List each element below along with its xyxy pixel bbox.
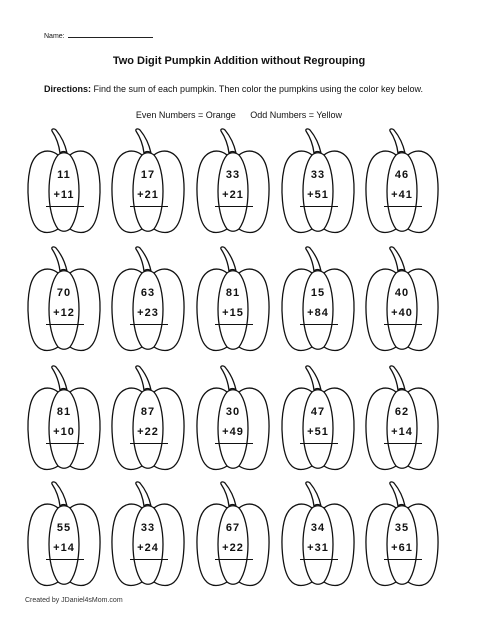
- addend-bottom: +49: [222, 426, 244, 438]
- answer-line[interactable]: [46, 324, 84, 325]
- addend-bottom: +41: [391, 189, 413, 201]
- pumpkin-icon: [280, 125, 356, 243]
- addend-bottom: +84: [307, 307, 329, 319]
- color-key-odd: Odd Numbers = Yellow: [250, 110, 343, 120]
- addend-top: 30: [225, 406, 241, 418]
- pumpkin-problem-13[interactable]: [195, 362, 271, 480]
- pumpkin-problem-19[interactable]: [280, 478, 356, 596]
- answer-line[interactable]: [215, 324, 253, 325]
- pumpkin-problem-18[interactable]: [195, 478, 271, 596]
- addend-bottom: +31: [307, 542, 329, 554]
- answer-line[interactable]: [130, 206, 168, 207]
- pumpkin-icon: [26, 243, 102, 361]
- pumpkin-problem-5[interactable]: [364, 125, 440, 243]
- addend-top: 35: [394, 522, 410, 534]
- pumpkin-icon: [195, 362, 271, 480]
- pumpkin-problem-9[interactable]: [280, 243, 356, 361]
- pumpkin-icon: [26, 478, 102, 596]
- addend-bottom: +15: [222, 307, 244, 319]
- answer-line[interactable]: [384, 443, 422, 444]
- answer-line[interactable]: [130, 559, 168, 560]
- pumpkin-problem-2[interactable]: [110, 125, 186, 243]
- pumpkin-icon: [26, 362, 102, 480]
- color-key: [0, 110, 478, 120]
- addend-bottom: +10: [53, 426, 75, 438]
- pumpkin-problem-12[interactable]: [110, 362, 186, 480]
- addend-bottom: +51: [307, 189, 329, 201]
- pumpkin-problem-14[interactable]: [280, 362, 356, 480]
- name-row: [44, 33, 153, 40]
- addend-top: 87: [140, 406, 156, 418]
- answer-line[interactable]: [215, 206, 253, 207]
- pumpkin-problem-11[interactable]: [26, 362, 102, 480]
- addend-bottom: +23: [137, 307, 159, 319]
- answer-line[interactable]: [46, 559, 84, 560]
- addend-top: 11: [57, 169, 71, 181]
- pumpkin-icon: [364, 125, 440, 243]
- addend-top: 40: [394, 287, 410, 299]
- pumpkin-problem-8[interactable]: [195, 243, 271, 361]
- addend-bottom: +14: [53, 542, 75, 554]
- answer-line[interactable]: [215, 443, 253, 444]
- addend-top: 34: [310, 522, 326, 534]
- answer-line[interactable]: [300, 324, 338, 325]
- pumpkin-problem-3[interactable]: [195, 125, 271, 243]
- answer-line[interactable]: [46, 443, 84, 444]
- pumpkin-icon: [110, 125, 186, 243]
- addend-top: 47: [310, 406, 326, 418]
- addend-top: 33: [140, 522, 156, 534]
- directions: [44, 83, 434, 96]
- page-title: Two Digit Pumpkin Addition without Regrouping: [112, 55, 366, 67]
- credit-footer: Created by JDaniel4sMom.com: [25, 597, 123, 604]
- answer-line[interactable]: [384, 324, 422, 325]
- addend-top: 17: [140, 169, 156, 181]
- answer-line[interactable]: [215, 559, 253, 560]
- addend-bottom: +11: [53, 189, 75, 201]
- addend-top: 33: [310, 169, 326, 181]
- addend-bottom: +40: [391, 307, 413, 319]
- pumpkin-problem-20[interactable]: [364, 478, 440, 596]
- pumpkin-icon: [195, 125, 271, 243]
- color-key-even: Even Numbers = Orange: [135, 110, 236, 120]
- pumpkin-problem-7[interactable]: [110, 243, 186, 361]
- addend-top: 55: [56, 522, 72, 534]
- answer-line[interactable]: [300, 559, 338, 560]
- answer-line[interactable]: [384, 559, 422, 560]
- pumpkin-icon: [195, 478, 271, 596]
- pumpkin-icon: [364, 362, 440, 480]
- addend-top: 33: [225, 169, 241, 181]
- pumpkin-problem-16[interactable]: [26, 478, 102, 596]
- directions-lead: Directions:: [44, 84, 92, 94]
- addend-top: 81: [225, 287, 241, 299]
- pumpkin-icon: [280, 243, 356, 361]
- name-blank-line[interactable]: [68, 37, 153, 38]
- answer-line[interactable]: [300, 443, 338, 444]
- addend-bottom: +22: [137, 426, 159, 438]
- answer-line[interactable]: [384, 206, 422, 207]
- addend-top: 63: [140, 287, 156, 299]
- addend-bottom: +21: [222, 189, 244, 201]
- pumpkin-icon: [110, 478, 186, 596]
- pumpkin-icon: [364, 478, 440, 596]
- directions-text: Find the sum of each pumpkin. Then color the pumpkins using the color key below.: [91, 84, 424, 94]
- pumpkin-icon: [110, 362, 186, 480]
- answer-line[interactable]: [46, 206, 84, 207]
- pumpkin-icon: [110, 243, 186, 361]
- addend-top: 67: [225, 522, 241, 534]
- pumpkin-problem-4[interactable]: [280, 125, 356, 243]
- name-label: Name:: [44, 33, 65, 40]
- addend-top: 70: [56, 287, 72, 299]
- addend-bottom: +21: [137, 189, 159, 201]
- answer-line[interactable]: [130, 443, 168, 444]
- pumpkin-icon: [280, 362, 356, 480]
- addend-bottom: +22: [222, 542, 244, 554]
- addend-bottom: +51: [307, 426, 329, 438]
- addend-bottom: +12: [53, 307, 75, 319]
- pumpkin-icon: [364, 243, 440, 361]
- pumpkin-problem-17[interactable]: [110, 478, 186, 596]
- pumpkin-problem-15[interactable]: [364, 362, 440, 480]
- pumpkin-problem-10[interactable]: [364, 243, 440, 361]
- pumpkin-problem-6[interactable]: [26, 243, 102, 361]
- addend-top: 46: [394, 169, 410, 181]
- pumpkin-problem-1[interactable]: [26, 125, 102, 243]
- addend-top: 15: [310, 287, 326, 299]
- addend-bottom: +61: [391, 542, 413, 554]
- pumpkin-icon: [195, 243, 271, 361]
- addend-top: 81: [56, 406, 72, 418]
- answer-line[interactable]: [300, 206, 338, 207]
- pumpkin-icon: [280, 478, 356, 596]
- addend-bottom: +24: [137, 542, 159, 554]
- addend-top: 62: [394, 406, 410, 418]
- answer-line[interactable]: [130, 324, 168, 325]
- addend-bottom: +14: [391, 426, 413, 438]
- pumpkin-icon: [26, 125, 102, 243]
